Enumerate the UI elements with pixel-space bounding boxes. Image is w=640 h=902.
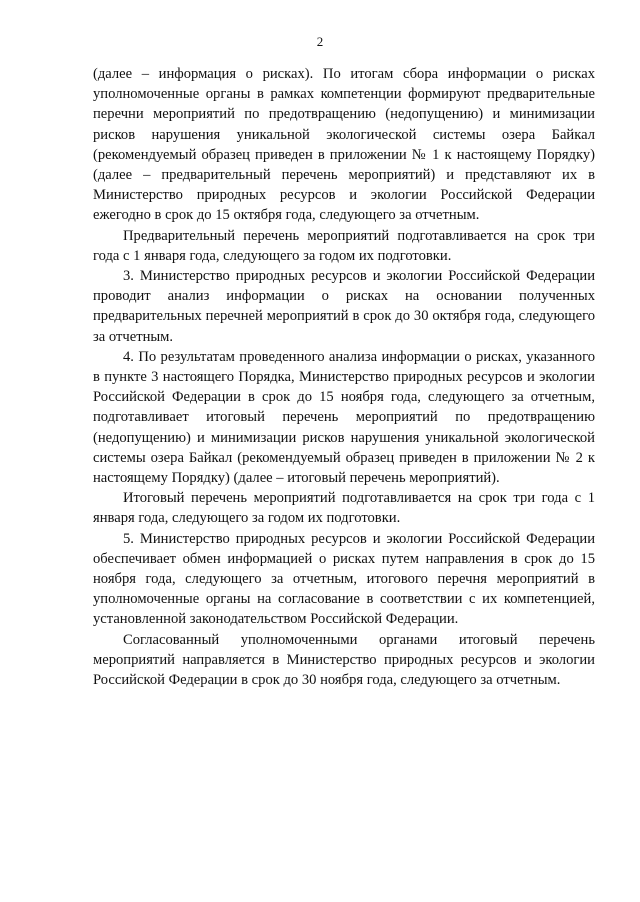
paragraph-preliminary-list-term: Предварительный перечень мероприятий подготавливается на срок три года с 1 января года, следующего за годом их подготовки. [93, 227, 595, 264]
paragraph-final-list-term: Итоговый перечень мероприятий подготавливается на срок три года с 1 января года, следующего за годом их подготовки. [93, 490, 595, 527]
paragraph-item-4: 4. По результатам проведенного анализа информации о рисках, указанного в пункте 3 настоящего Порядка, Министерство природных ресурсов и экологии Российской Федерации в срок до 15 ноября года, следующего за отчетным, подготавливает итоговый перечень мероприятий по предотвращению (недопущению) и минимизации рисков нарушения уникальной экологической системы озера Байкал (рекомендуемый образец приведен в приложении № 2 к настоящему Порядку) (далее – итоговый перечень мероприятий). [93, 348, 595, 487]
paragraph-item-5: 5. Министерство природных ресурсов и экологии Российской Федерации обеспечивает обмен информацией о рисках путем направления в срок до 15 ноября года, следующего за отчетным, итогового перечня мероприятий в уполномоченные органы на согласование в соответствии с их компетенцией, установленной законодательством Российской Федерации. [93, 530, 595, 628]
document-body [93, 64, 595, 690]
paragraph-continuation: (далее – информация о рисках). По итогам сбора информации о рисках уполномоченные органы в рамках компетенции формируют предварительные перечни мероприятий по предотвращению (недопущению) и минимизации рисков нарушения уникальной экологической системы озера Байкал (рекомендуемый образец приведен в приложении № 1 к настоящему Порядку) (далее – предварительный перечень мероприятий) и представляют их в Министерство природных ресурсов и экологии Российской Федерации ежегодно в срок до 15 октября года, следующего за отчетным. [93, 66, 595, 224]
paragraph-item-3: 3. Министерство природных ресурсов и экологии Российской Федерации проводит анализ информации о рисках на основании полученных предварительных перечней мероприятий в срок до 30 октября года, следующего за отчетным. [93, 268, 595, 345]
paragraph-approved-list: Согласованный уполномоченными органами итоговый перечень мероприятий направляется в Министерство природных ресурсов и экологии Российской Федерации в срок до 30 ноября года, следующего за отчетным. [93, 631, 595, 689]
page-number: 2 [316, 34, 324, 49]
